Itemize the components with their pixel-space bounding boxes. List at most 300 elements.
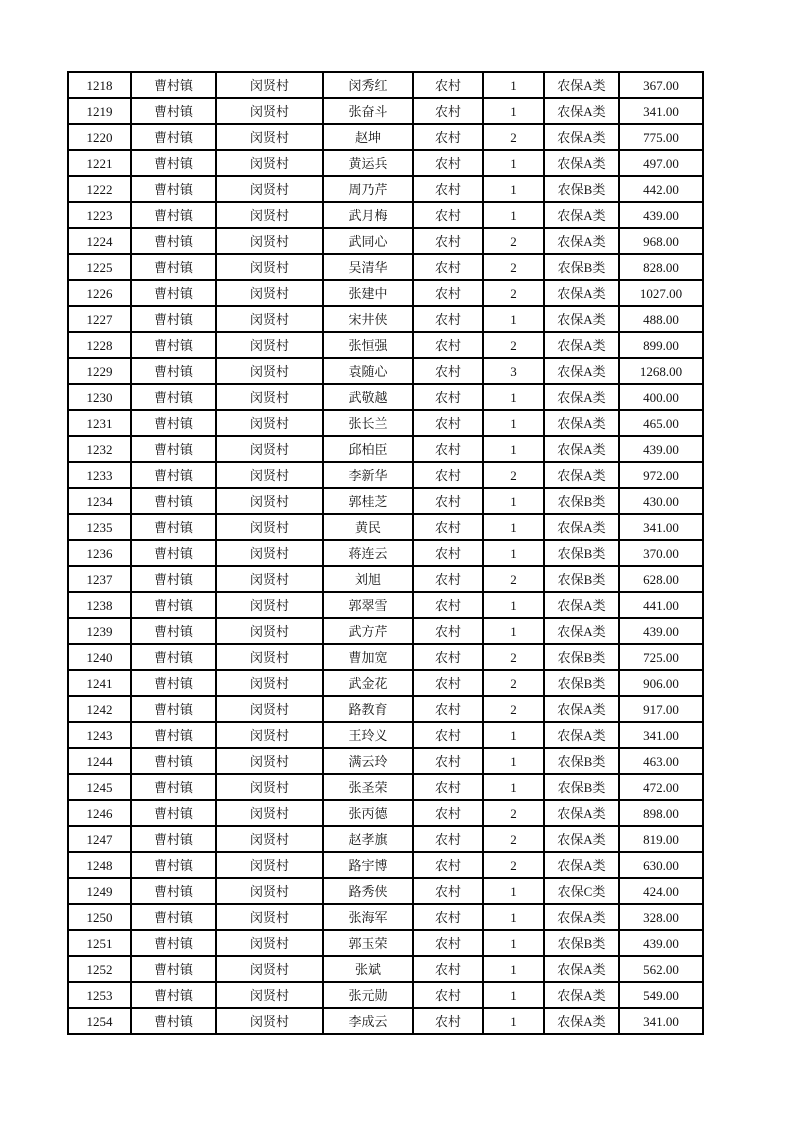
cell-insurance-category: 农保A类 [544,306,619,332]
cell-serial-number: 1253 [68,982,131,1008]
cell-household-type: 农村 [413,228,483,254]
cell-household-type: 农村 [413,748,483,774]
cell-village: 闵贤村 [216,488,323,514]
cell-insurance-category: 农保A类 [544,280,619,306]
cell-insurance-category: 农保B类 [544,566,619,592]
cell-amount: 439.00 [619,618,703,644]
cell-village: 闵贤村 [216,384,323,410]
cell-town: 曹村镇 [131,280,216,306]
cell-amount: 630.00 [619,852,703,878]
cell-village: 闵贤村 [216,124,323,150]
cell-town: 曹村镇 [131,540,216,566]
cell-person-count: 2 [483,280,544,306]
table-row [68,176,703,202]
cell-name: 路教育 [323,696,413,722]
cell-person-count: 2 [483,462,544,488]
cell-person-count: 1 [483,592,544,618]
cell-name: 张元勋 [323,982,413,1008]
cell-household-type: 农村 [413,436,483,462]
cell-person-count: 1 [483,748,544,774]
table-row [68,514,703,540]
cell-village: 闵贤村 [216,566,323,592]
cell-insurance-category: 农保A类 [544,150,619,176]
cell-person-count: 2 [483,566,544,592]
cell-town: 曹村镇 [131,618,216,644]
cell-amount: 367.00 [619,72,703,98]
cell-household-type: 农村 [413,982,483,1008]
cell-serial-number: 1229 [68,358,131,384]
cell-household-type: 农村 [413,410,483,436]
cell-town: 曹村镇 [131,904,216,930]
cell-name: 赵坤 [323,124,413,150]
cell-amount: 341.00 [619,98,703,124]
cell-amount: 463.00 [619,748,703,774]
cell-town: 曹村镇 [131,930,216,956]
cell-serial-number: 1248 [68,852,131,878]
table-row [68,72,703,98]
cell-village: 闵贤村 [216,202,323,228]
cell-serial-number: 1227 [68,306,131,332]
cell-person-count: 1 [483,956,544,982]
cell-name: 王玲义 [323,722,413,748]
cell-serial-number: 1223 [68,202,131,228]
cell-person-count: 1 [483,540,544,566]
table-row [68,98,703,124]
cell-name: 张长兰 [323,410,413,436]
cell-town: 曹村镇 [131,696,216,722]
cell-household-type: 农村 [413,774,483,800]
cell-village: 闵贤村 [216,358,323,384]
cell-town: 曹村镇 [131,384,216,410]
cell-serial-number: 1220 [68,124,131,150]
cell-amount: 917.00 [619,696,703,722]
cell-amount: 725.00 [619,644,703,670]
cell-person-count: 1 [483,618,544,644]
cell-insurance-category: 农保A类 [544,826,619,852]
table-row [68,436,703,462]
cell-village: 闵贤村 [216,644,323,670]
cell-insurance-category: 农保A类 [544,696,619,722]
cell-village: 闵贤村 [216,332,323,358]
table-row [68,566,703,592]
cell-serial-number: 1226 [68,280,131,306]
cell-household-type: 农村 [413,150,483,176]
cell-household-type: 农村 [413,488,483,514]
cell-town: 曹村镇 [131,332,216,358]
cell-household-type: 农村 [413,670,483,696]
cell-serial-number: 1250 [68,904,131,930]
table-row [68,1008,703,1034]
cell-person-count: 1 [483,72,544,98]
cell-insurance-category: 农保B类 [544,774,619,800]
cell-person-count: 2 [483,696,544,722]
cell-village: 闵贤村 [216,852,323,878]
cell-household-type: 农村 [413,696,483,722]
cell-household-type: 农村 [413,124,483,150]
cell-amount: 972.00 [619,462,703,488]
cell-insurance-category: 农保A类 [544,722,619,748]
cell-person-count: 3 [483,358,544,384]
cell-household-type: 农村 [413,644,483,670]
cell-village: 闵贤村 [216,98,323,124]
cell-village: 闵贤村 [216,696,323,722]
cell-serial-number: 1238 [68,592,131,618]
cell-insurance-category: 农保A类 [544,956,619,982]
cell-serial-number: 1224 [68,228,131,254]
cell-household-type: 农村 [413,618,483,644]
cell-amount: 562.00 [619,956,703,982]
table-row [68,930,703,956]
cell-town: 曹村镇 [131,410,216,436]
cell-name: 黄运兵 [323,150,413,176]
cell-name: 郭桂芝 [323,488,413,514]
cell-insurance-category: 农保A类 [544,592,619,618]
cell-household-type: 农村 [413,800,483,826]
cell-household-type: 农村 [413,930,483,956]
cell-serial-number: 1244 [68,748,131,774]
cell-household-type: 农村 [413,98,483,124]
cell-insurance-category: 农保A类 [544,514,619,540]
cell-amount: 341.00 [619,514,703,540]
table-row [68,748,703,774]
cell-household-type: 农村 [413,280,483,306]
cell-household-type: 农村 [413,904,483,930]
cell-name: 刘旭 [323,566,413,592]
cell-serial-number: 1254 [68,1008,131,1034]
cell-name: 李新华 [323,462,413,488]
cell-town: 曹村镇 [131,982,216,1008]
table-row [68,124,703,150]
cell-insurance-category: 农保A类 [544,98,619,124]
cell-serial-number: 1221 [68,150,131,176]
cell-insurance-category: 农保B类 [544,930,619,956]
cell-person-count: 1 [483,488,544,514]
cell-village: 闵贤村 [216,540,323,566]
cell-name: 郭翠雪 [323,592,413,618]
cell-household-type: 农村 [413,306,483,332]
cell-insurance-category: 农保A类 [544,904,619,930]
cell-name: 满云玲 [323,748,413,774]
cell-town: 曹村镇 [131,566,216,592]
cell-town: 曹村镇 [131,150,216,176]
cell-person-count: 1 [483,306,544,332]
cell-serial-number: 1234 [68,488,131,514]
cell-village: 闵贤村 [216,800,323,826]
cell-person-count: 1 [483,150,544,176]
cell-household-type: 农村 [413,956,483,982]
table-row [68,228,703,254]
benefit-roster-table [67,71,704,1035]
table-row [68,488,703,514]
cell-town: 曹村镇 [131,800,216,826]
cell-insurance-category: 农保B类 [544,670,619,696]
cell-town: 曹村镇 [131,488,216,514]
cell-person-count: 2 [483,800,544,826]
cell-village: 闵贤村 [216,722,323,748]
cell-town: 曹村镇 [131,202,216,228]
cell-insurance-category: 农保A类 [544,436,619,462]
cell-town: 曹村镇 [131,72,216,98]
cell-amount: 439.00 [619,930,703,956]
cell-village: 闵贤村 [216,514,323,540]
cell-serial-number: 1222 [68,176,131,202]
cell-person-count: 1 [483,930,544,956]
cell-household-type: 农村 [413,1008,483,1034]
cell-name: 武敬越 [323,384,413,410]
cell-amount: 906.00 [619,670,703,696]
cell-serial-number: 1251 [68,930,131,956]
cell-village: 闵贤村 [216,306,323,332]
cell-village: 闵贤村 [216,748,323,774]
cell-household-type: 农村 [413,72,483,98]
cell-amount: 370.00 [619,540,703,566]
cell-village: 闵贤村 [216,1008,323,1034]
table-row [68,332,703,358]
cell-serial-number: 1249 [68,878,131,904]
cell-amount: 400.00 [619,384,703,410]
cell-name: 张海军 [323,904,413,930]
table-row [68,696,703,722]
cell-person-count: 1 [483,1008,544,1034]
cell-person-count: 1 [483,982,544,1008]
cell-town: 曹村镇 [131,852,216,878]
table-row [68,826,703,852]
cell-town: 曹村镇 [131,1008,216,1034]
cell-amount: 628.00 [619,566,703,592]
table-row [68,618,703,644]
cell-amount: 488.00 [619,306,703,332]
cell-name: 张建中 [323,280,413,306]
table-row [68,592,703,618]
table-row [68,904,703,930]
cell-insurance-category: 农保A类 [544,72,619,98]
cell-person-count: 2 [483,332,544,358]
cell-town: 曹村镇 [131,592,216,618]
cell-insurance-category: 农保A类 [544,618,619,644]
cell-town: 曹村镇 [131,306,216,332]
cell-village: 闵贤村 [216,592,323,618]
cell-insurance-category: 农保A类 [544,410,619,436]
cell-village: 闵贤村 [216,618,323,644]
cell-village: 闵贤村 [216,826,323,852]
table-row [68,540,703,566]
cell-name: 路秀侠 [323,878,413,904]
cell-village: 闵贤村 [216,956,323,982]
cell-amount: 1268.00 [619,358,703,384]
cell-insurance-category: 农保C类 [544,878,619,904]
cell-person-count: 2 [483,670,544,696]
cell-person-count: 2 [483,826,544,852]
cell-household-type: 农村 [413,852,483,878]
table-row [68,670,703,696]
cell-household-type: 农村 [413,566,483,592]
cell-village: 闵贤村 [216,280,323,306]
cell-amount: 819.00 [619,826,703,852]
cell-household-type: 农村 [413,592,483,618]
cell-town: 曹村镇 [131,956,216,982]
cell-household-type: 农村 [413,332,483,358]
cell-person-count: 1 [483,514,544,540]
cell-name: 张圣荣 [323,774,413,800]
table-row [68,254,703,280]
cell-name: 张丙德 [323,800,413,826]
cell-serial-number: 1245 [68,774,131,800]
cell-town: 曹村镇 [131,514,216,540]
cell-serial-number: 1252 [68,956,131,982]
cell-household-type: 农村 [413,540,483,566]
cell-insurance-category: 农保A类 [544,384,619,410]
cell-town: 曹村镇 [131,228,216,254]
cell-person-count: 2 [483,124,544,150]
cell-name: 武月梅 [323,202,413,228]
cell-town: 曹村镇 [131,670,216,696]
cell-village: 闵贤村 [216,228,323,254]
cell-amount: 439.00 [619,202,703,228]
cell-town: 曹村镇 [131,722,216,748]
cell-insurance-category: 农保A类 [544,358,619,384]
cell-village: 闵贤村 [216,878,323,904]
cell-name: 宋井侠 [323,306,413,332]
cell-amount: 442.00 [619,176,703,202]
table-row [68,384,703,410]
table-body [68,72,703,1034]
cell-person-count: 2 [483,852,544,878]
cell-person-count: 1 [483,176,544,202]
cell-person-count: 2 [483,254,544,280]
cell-insurance-category: 农保B类 [544,540,619,566]
cell-amount: 341.00 [619,722,703,748]
cell-town: 曹村镇 [131,436,216,462]
cell-amount: 899.00 [619,332,703,358]
cell-town: 曹村镇 [131,254,216,280]
cell-household-type: 农村 [413,722,483,748]
cell-town: 曹村镇 [131,774,216,800]
cell-town: 曹村镇 [131,462,216,488]
cell-insurance-category: 农保A类 [544,800,619,826]
cell-serial-number: 1228 [68,332,131,358]
cell-amount: 828.00 [619,254,703,280]
cell-serial-number: 1243 [68,722,131,748]
table-row [68,358,703,384]
cell-insurance-category: 农保A类 [544,982,619,1008]
cell-amount: 341.00 [619,1008,703,1034]
cell-household-type: 农村 [413,358,483,384]
cell-serial-number: 1242 [68,696,131,722]
table-row [68,774,703,800]
cell-village: 闵贤村 [216,982,323,1008]
cell-amount: 472.00 [619,774,703,800]
table-row [68,462,703,488]
cell-insurance-category: 农保A类 [544,202,619,228]
cell-serial-number: 1240 [68,644,131,670]
cell-town: 曹村镇 [131,124,216,150]
cell-person-count: 1 [483,436,544,462]
cell-household-type: 农村 [413,176,483,202]
cell-town: 曹村镇 [131,878,216,904]
cell-name: 路宇博 [323,852,413,878]
cell-village: 闵贤村 [216,150,323,176]
cell-insurance-category: 农保B类 [544,644,619,670]
cell-serial-number: 1233 [68,462,131,488]
cell-serial-number: 1235 [68,514,131,540]
table-row [68,306,703,332]
cell-amount: 465.00 [619,410,703,436]
cell-town: 曹村镇 [131,748,216,774]
cell-person-count: 1 [483,98,544,124]
cell-insurance-category: 农保B类 [544,254,619,280]
cell-insurance-category: 农保A类 [544,124,619,150]
cell-name: 蒋连云 [323,540,413,566]
cell-serial-number: 1237 [68,566,131,592]
cell-name: 闵秀红 [323,72,413,98]
cell-insurance-category: 农保B类 [544,176,619,202]
cell-name: 曹加宽 [323,644,413,670]
table-row [68,852,703,878]
cell-person-count: 1 [483,410,544,436]
cell-insurance-category: 农保A类 [544,228,619,254]
cell-name: 赵孝旗 [323,826,413,852]
cell-name: 邱柏臣 [323,436,413,462]
cell-village: 闵贤村 [216,254,323,280]
cell-serial-number: 1241 [68,670,131,696]
cell-insurance-category: 农保A类 [544,1008,619,1034]
cell-amount: 898.00 [619,800,703,826]
cell-village: 闵贤村 [216,462,323,488]
table-row [68,202,703,228]
cell-name: 周乃芹 [323,176,413,202]
cell-amount: 439.00 [619,436,703,462]
cell-household-type: 农村 [413,462,483,488]
cell-town: 曹村镇 [131,358,216,384]
cell-name: 武方芹 [323,618,413,644]
table-row [68,722,703,748]
cell-person-count: 2 [483,228,544,254]
cell-household-type: 农村 [413,514,483,540]
cell-household-type: 农村 [413,826,483,852]
table-row [68,878,703,904]
cell-amount: 549.00 [619,982,703,1008]
table-row [68,800,703,826]
cell-village: 闵贤村 [216,930,323,956]
cell-amount: 775.00 [619,124,703,150]
cell-insurance-category: 农保B类 [544,488,619,514]
cell-serial-number: 1239 [68,618,131,644]
cell-household-type: 农村 [413,878,483,904]
cell-person-count: 1 [483,384,544,410]
cell-serial-number: 1232 [68,436,131,462]
cell-village: 闵贤村 [216,72,323,98]
cell-name: 张斌 [323,956,413,982]
cell-amount: 968.00 [619,228,703,254]
cell-village: 闵贤村 [216,774,323,800]
cell-serial-number: 1247 [68,826,131,852]
cell-village: 闵贤村 [216,436,323,462]
cell-person-count: 1 [483,722,544,748]
cell-serial-number: 1236 [68,540,131,566]
cell-household-type: 农村 [413,202,483,228]
cell-serial-number: 1246 [68,800,131,826]
table-row [68,280,703,306]
table-row [68,150,703,176]
cell-name: 张奋斗 [323,98,413,124]
cell-serial-number: 1218 [68,72,131,98]
cell-name: 张恒强 [323,332,413,358]
cell-name: 武同心 [323,228,413,254]
cell-serial-number: 1219 [68,98,131,124]
cell-village: 闵贤村 [216,176,323,202]
cell-village: 闵贤村 [216,904,323,930]
cell-name: 李成云 [323,1008,413,1034]
